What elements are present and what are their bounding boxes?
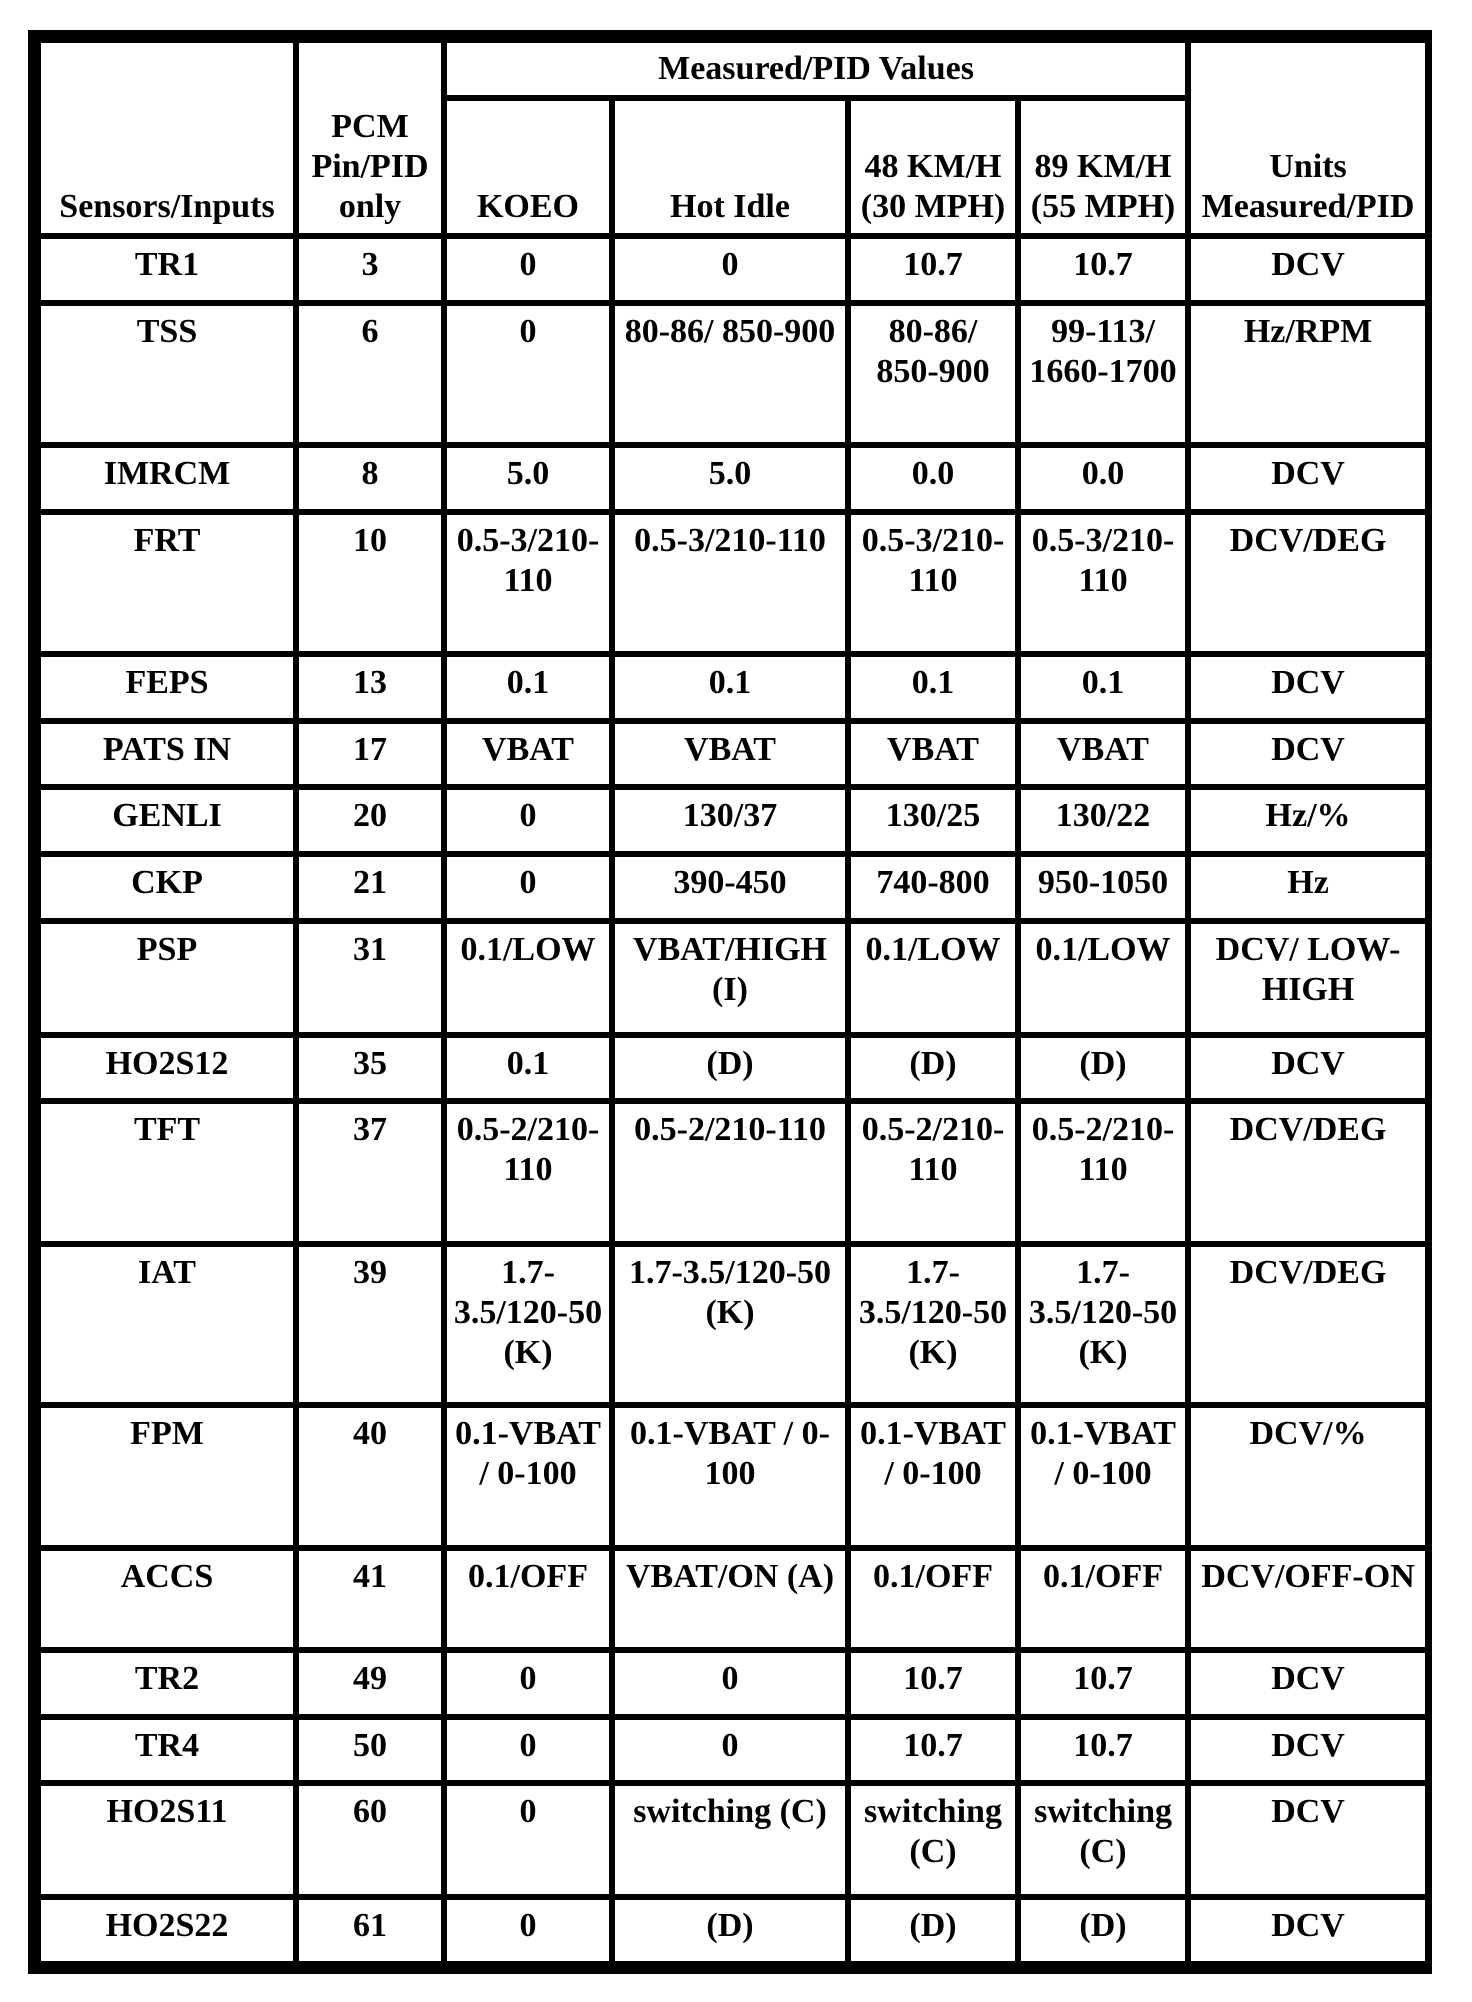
cell-sensor: ACCS (38, 1548, 296, 1650)
cell-sensor: FEPS (38, 654, 296, 721)
cell-hot-idle: 0.5-3/210-110 (612, 512, 848, 655)
cell-koeo: 0 (444, 303, 612, 446)
cell-48kmh: 0.1 (848, 654, 1018, 721)
table-row (38, 1548, 1428, 1650)
cell-koeo: 0.1 (444, 1035, 612, 1102)
cell-pin: 6 (296, 303, 444, 446)
cell-pin: 49 (296, 1650, 444, 1717)
cell-89kmh: (D) (1018, 1897, 1188, 1964)
cell-units: DCV (1188, 1783, 1428, 1897)
cell-89kmh: 0.1 (1018, 654, 1188, 721)
table-row (38, 1650, 1428, 1717)
cell-hot-idle: 5.0 (612, 445, 848, 512)
table-row (38, 921, 1428, 1035)
cell-89kmh: 1.7-3.5/120-50 (K) (1018, 1244, 1188, 1406)
cell-sensor: CKP (38, 854, 296, 921)
table-row (38, 236, 1428, 303)
cell-units: DCV/DEG (1188, 1101, 1428, 1244)
header-48kmh: 48 KM/H (30 MPH) (848, 98, 1018, 236)
cell-sensor: TFT (38, 1101, 296, 1244)
cell-hot-idle: VBAT/ON (A) (612, 1548, 848, 1650)
cell-koeo: 0 (444, 1897, 612, 1964)
cell-89kmh: 0.5-3/210-110 (1018, 512, 1188, 655)
cell-48kmh: VBAT (848, 721, 1018, 788)
cell-89kmh: VBAT (1018, 721, 1188, 788)
cell-hot-idle: 80-86/ 850-900 (612, 303, 848, 446)
cell-hot-idle: 130/37 (612, 787, 848, 854)
header-89kmh: 89 KM/H (55 MPH) (1018, 98, 1188, 236)
cell-hot-idle: 0 (612, 1717, 848, 1784)
table-row (38, 854, 1428, 921)
cell-units: DCV/DEG (1188, 1244, 1428, 1406)
cell-sensor: TR1 (38, 236, 296, 303)
cell-89kmh: 950-1050 (1018, 854, 1188, 921)
cell-89kmh: 99-113/ 1660-1700 (1018, 303, 1188, 446)
cell-sensor: TR2 (38, 1650, 296, 1717)
cell-hot-idle: switching (C) (612, 1783, 848, 1897)
table-row (38, 1405, 1428, 1548)
cell-koeo: 0 (444, 1783, 612, 1897)
cell-units: Hz/RPM (1188, 303, 1428, 446)
header-koeo: KOEO (444, 98, 612, 236)
cell-koeo: 0 (444, 787, 612, 854)
cell-units: DCV (1188, 654, 1428, 721)
table-row (38, 1897, 1428, 1964)
cell-koeo: 0.1-VBAT / 0-100 (444, 1405, 612, 1548)
cell-koeo: 0.1/LOW (444, 921, 612, 1035)
cell-koeo: 0 (444, 1650, 612, 1717)
cell-units: DCV/% (1188, 1405, 1428, 1548)
cell-48kmh: (D) (848, 1035, 1018, 1102)
cell-sensor: IAT (38, 1244, 296, 1406)
cell-units: Hz/% (1188, 787, 1428, 854)
cell-units: DCV (1188, 1035, 1428, 1102)
cell-48kmh: 0.0 (848, 445, 1018, 512)
cell-pin: 61 (296, 1897, 444, 1964)
table-row (38, 1783, 1428, 1897)
cell-koeo: 0.5-2/210-110 (444, 1101, 612, 1244)
cell-sensor: PATS IN (38, 721, 296, 788)
cell-hot-idle: 0.5-2/210-110 (612, 1101, 848, 1244)
cell-pin: 3 (296, 236, 444, 303)
cell-48kmh: 0.1/OFF (848, 1548, 1018, 1650)
cell-89kmh: 10.7 (1018, 236, 1188, 303)
cell-89kmh: switching (C) (1018, 1783, 1188, 1897)
cell-89kmh: 0.1/OFF (1018, 1548, 1188, 1650)
cell-48kmh: switching (C) (848, 1783, 1018, 1897)
cell-hot-idle: (D) (612, 1897, 848, 1964)
table-row (38, 1717, 1428, 1784)
header-sensors: Sensors/Inputs (38, 40, 296, 236)
cell-pin: 13 (296, 654, 444, 721)
header-measured-group: Measured/PID Values (444, 40, 1188, 98)
cell-48kmh: 0.1/LOW (848, 921, 1018, 1035)
cell-48kmh: 10.7 (848, 1717, 1018, 1784)
cell-89kmh: 10.7 (1018, 1650, 1188, 1717)
cell-pin: 41 (296, 1548, 444, 1650)
table-header (38, 40, 1428, 236)
cell-89kmh: 10.7 (1018, 1717, 1188, 1784)
cell-units: DCV (1188, 236, 1428, 303)
cell-89kmh: 0.5-2/210-110 (1018, 1101, 1188, 1244)
cell-sensor: FRT (38, 512, 296, 655)
cell-48kmh: 740-800 (848, 854, 1018, 921)
cell-pin: 40 (296, 1405, 444, 1548)
cell-sensor: TSS (38, 303, 296, 446)
cell-pin: 10 (296, 512, 444, 655)
cell-48kmh: 1.7-3.5/120-50 (K) (848, 1244, 1018, 1406)
cell-hot-idle: 390-450 (612, 854, 848, 921)
header-hot-idle: Hot Idle (612, 98, 848, 236)
cell-89kmh: 130/22 (1018, 787, 1188, 854)
cell-sensor: IMRCM (38, 445, 296, 512)
cell-pin: 37 (296, 1101, 444, 1244)
table-row (38, 721, 1428, 788)
cell-koeo: 0 (444, 854, 612, 921)
table-row (38, 787, 1428, 854)
cell-sensor: FPM (38, 1405, 296, 1548)
cell-sensor: HO2S22 (38, 1897, 296, 1964)
cell-48kmh: 0.1-VBAT / 0-100 (848, 1405, 1018, 1548)
table-row (38, 445, 1428, 512)
cell-pin: 50 (296, 1717, 444, 1784)
cell-hot-idle: 0.1-VBAT / 0-100 (612, 1405, 848, 1548)
cell-units: DCV (1188, 1897, 1428, 1964)
cell-hot-idle: 0 (612, 1650, 848, 1717)
cell-units: DCV (1188, 1650, 1428, 1717)
cell-48kmh: 80-86/ 850-900 (848, 303, 1018, 446)
table-row (38, 512, 1428, 655)
cell-hot-idle: 1.7-3.5/120-50 (K) (612, 1244, 848, 1406)
cell-sensor: HO2S12 (38, 1035, 296, 1102)
table-row (38, 1035, 1428, 1102)
cell-sensor: TR4 (38, 1717, 296, 1784)
cell-89kmh: (D) (1018, 1035, 1188, 1102)
cell-koeo: 0.1 (444, 654, 612, 721)
cell-koeo: 1.7-3.5/120-50 (K) (444, 1244, 612, 1406)
cell-48kmh: 0.5-2/210-110 (848, 1101, 1018, 1244)
cell-pin: 39 (296, 1244, 444, 1406)
cell-koeo: 5.0 (444, 445, 612, 512)
cell-hot-idle: 0.1 (612, 654, 848, 721)
cell-48kmh: 130/25 (848, 787, 1018, 854)
cell-hot-idle: VBAT/HIGH (I) (612, 921, 848, 1035)
cell-hot-idle: VBAT (612, 721, 848, 788)
table-row (38, 1101, 1428, 1244)
cell-48kmh: 0.5-3/210-110 (848, 512, 1018, 655)
cell-units: DCV/OFF-ON (1188, 1548, 1428, 1650)
cell-units: DCV (1188, 721, 1428, 788)
cell-koeo: VBAT (444, 721, 612, 788)
cell-pin: 31 (296, 921, 444, 1035)
cell-units: Hz (1188, 854, 1428, 921)
cell-89kmh: 0.1/LOW (1018, 921, 1188, 1035)
cell-units: DCV/ LOW-HIGH (1188, 921, 1428, 1035)
cell-89kmh: 0.0 (1018, 445, 1188, 512)
table-row (38, 1244, 1428, 1406)
cell-pin: 20 (296, 787, 444, 854)
cell-pin: 8 (296, 445, 444, 512)
table-row (38, 654, 1428, 721)
cell-48kmh: 10.7 (848, 236, 1018, 303)
cell-koeo: 0.1/OFF (444, 1548, 612, 1650)
cell-units: DCV/DEG (1188, 512, 1428, 655)
cell-pin: 21 (296, 854, 444, 921)
cell-pin: 35 (296, 1035, 444, 1102)
table-row (38, 303, 1428, 446)
pcm-values-table-frame (28, 30, 1432, 1974)
cell-pin: 17 (296, 721, 444, 788)
cell-koeo: 0 (444, 236, 612, 303)
cell-koeo: 0.5-3/210-110 (444, 512, 612, 655)
cell-pin: 60 (296, 1783, 444, 1897)
pcm-values-table (35, 37, 1431, 1967)
header-units: Units Measured/PID (1188, 40, 1428, 236)
cell-sensor: HO2S11 (38, 1783, 296, 1897)
cell-sensor: PSP (38, 921, 296, 1035)
cell-hot-idle: 0 (612, 236, 848, 303)
cell-89kmh: 0.1-VBAT / 0-100 (1018, 1405, 1188, 1548)
cell-hot-idle: (D) (612, 1035, 848, 1102)
cell-sensor: GENLI (38, 787, 296, 854)
cell-48kmh: (D) (848, 1897, 1018, 1964)
cell-units: DCV (1188, 445, 1428, 512)
cell-units: DCV (1188, 1717, 1428, 1784)
table-body (38, 236, 1428, 1964)
header-pin: PCM Pin/PID only (296, 40, 444, 236)
cell-koeo: 0 (444, 1717, 612, 1784)
cell-48kmh: 10.7 (848, 1650, 1018, 1717)
